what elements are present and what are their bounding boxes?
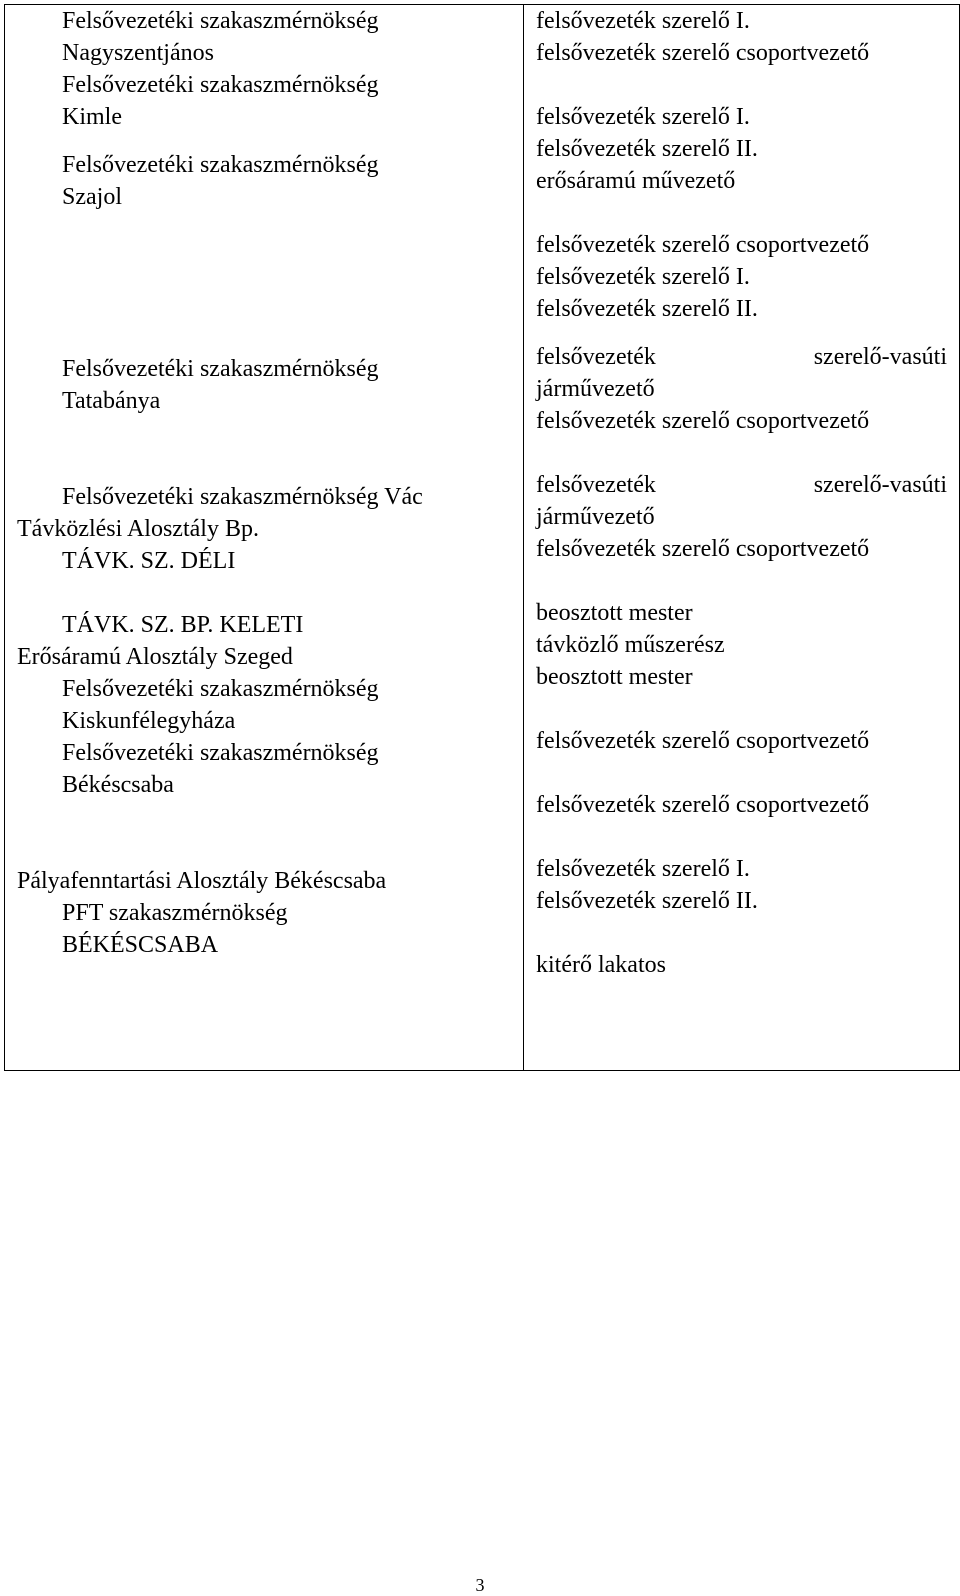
position-title: járművezető — [536, 504, 655, 530]
position-title: erősáramú művezető — [536, 168, 736, 194]
position-title: felsővezeték szerelő II. — [536, 136, 758, 162]
position-title: felsővezeték szerelő I. — [536, 856, 750, 882]
position-title: felsővezeték szerelő I. — [536, 104, 750, 130]
position-title: felsővezeték szerelő II. — [536, 888, 758, 914]
position-title: beosztott mester — [536, 664, 693, 690]
department-name: Pályafenntartási Alosztály Békéscsaba — [17, 868, 387, 894]
unit-location: BÉKÉSCSABA — [62, 932, 219, 958]
position-title: felsővezeték szerelő csoportvezető — [536, 792, 870, 818]
position-title: felsővezeték szerelő II. — [536, 296, 758, 322]
position-title-justified — [524, 469, 959, 501]
unit-name: TÁVK. SZ. BP. KELETI — [62, 612, 304, 638]
position-title: felsővezeték szerelő I. — [536, 264, 750, 290]
unit-name: Felsővezetéki szakaszmérnökség — [62, 72, 379, 98]
unit-location: Kimle — [62, 104, 122, 130]
personnel-table — [4, 4, 960, 1071]
position-title: felsővezeték szerelő csoportvezető — [536, 408, 870, 434]
position-title: felsővezeték szerelő csoportvezető — [536, 536, 870, 562]
unit-name: Felsővezetéki szakaszmérnökség — [62, 152, 379, 178]
unit-location: Nagyszentjános — [62, 40, 214, 66]
position-title-part: szerelő-vasúti — [813, 344, 947, 370]
unit-location: Tatabánya — [62, 388, 161, 414]
unit-location: Kiskunfélegyháza — [62, 708, 236, 734]
position-title: járművezető — [536, 376, 655, 402]
unit-location: Békéscsaba — [62, 772, 174, 798]
department-name: Erősáramú Alosztály Szeged — [17, 644, 293, 670]
position-title: felsővezeték szerelő I. — [536, 8, 750, 34]
unit-location: Szajol — [62, 184, 122, 210]
department-name: Távközlési Alosztály Bp. — [17, 516, 259, 542]
unit-name: Felsővezetéki szakaszmérnökség — [62, 8, 379, 34]
page-number: 3 — [475, 1575, 485, 1595]
position-title: beosztott mester — [536, 600, 693, 626]
position-title: felsővezeték szerelő csoportvezető — [536, 40, 870, 66]
position-column-cell — [524, 5, 960, 1071]
position-title: felsővezeték szerelő csoportvezető — [536, 728, 870, 754]
unit-name: Felsővezetéki szakaszmérnökség — [62, 356, 379, 382]
unit-column-cell — [5, 5, 524, 1071]
position-title-justified — [524, 341, 959, 373]
position-title: felsővezeték szerelő csoportvezető — [536, 232, 870, 258]
position-title: távközlő műszerész — [536, 632, 725, 658]
unit-name: TÁVK. SZ. DÉLI — [62, 548, 236, 574]
unit-name: Felsővezetéki szakaszmérnökség Vác — [62, 484, 423, 510]
position-title-part: felsővezeték — [536, 472, 656, 498]
position-title-part: felsővezeték — [536, 344, 656, 370]
unit-name: Felsővezetéki szakaszmérnökség — [62, 676, 379, 702]
position-title: kitérő lakatos — [536, 952, 666, 978]
table-row — [5, 5, 960, 1071]
unit-name: PFT szakaszmérnökség — [62, 900, 288, 926]
unit-name: Felsővezetéki szakaszmérnökség — [62, 740, 379, 766]
position-title-part: szerelő-vasúti — [813, 472, 947, 498]
